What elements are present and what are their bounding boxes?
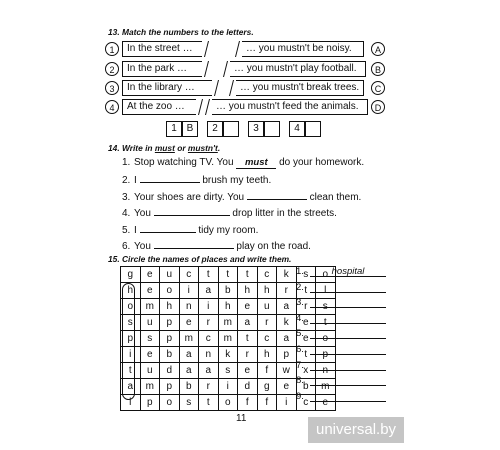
answer-line (296, 391, 386, 402)
answer-line (296, 266, 386, 277)
grid-cell[interactable]: t (199, 267, 219, 283)
grid-cell[interactable]: c (179, 267, 199, 283)
grid-cell[interactable]: b (160, 347, 180, 363)
grid-cell[interactable]: o (316, 331, 336, 347)
answer-field[interactable] (310, 282, 386, 293)
title-part: or (174, 143, 188, 153)
grid-cell[interactable]: s (316, 299, 336, 315)
grid-cell[interactable]: e (296, 331, 316, 347)
sentence-before: Stop watching TV. You (134, 157, 237, 168)
sentence-after: clean them. (306, 191, 362, 203)
sentence-row (122, 173, 271, 186)
sentence-after: tidy my room. (195, 224, 259, 236)
number-circle: 2 (105, 62, 119, 76)
phrase-tag-right[interactable]: … you mustn't play football. (230, 61, 366, 77)
sentence-number: 2. (122, 175, 131, 187)
sentence-row (122, 223, 258, 236)
grid-cell[interactable]: c (257, 331, 277, 347)
answer-field[interactable] (310, 328, 386, 339)
hospital-circle-mark (122, 283, 135, 400)
sentence-number: 3. (122, 191, 131, 203)
sentence-number: 4. (122, 208, 131, 220)
number-circle: 4 (105, 100, 119, 114)
grid-cell[interactable]: s (179, 395, 199, 411)
grid-cell[interactable]: i (277, 395, 297, 411)
grid-cell[interactable]: k (277, 315, 297, 331)
grid-cell[interactable]: i (199, 299, 219, 315)
answer-field[interactable] (310, 375, 386, 386)
sentence-row (122, 157, 364, 169)
sentence-before: You (134, 208, 154, 220)
grid-cell[interactable]: a (179, 363, 199, 379)
letter-circle: D (371, 100, 385, 114)
answer-field[interactable] (310, 344, 386, 355)
number-circle: 3 (105, 81, 119, 95)
answer-letter-cell[interactable] (223, 121, 239, 137)
grid-cell[interactable]: p (277, 347, 297, 363)
answer-number: 7. (296, 359, 304, 371)
answer-line (296, 360, 386, 371)
grid-cell[interactable]: e (277, 379, 297, 395)
answer-field[interactable] (310, 360, 386, 371)
grid-cell[interactable]: t (296, 283, 316, 299)
grid-cell[interactable]: n (179, 299, 199, 315)
grid-cell[interactable]: f (238, 395, 258, 411)
grid-cell[interactable]: p (316, 347, 336, 363)
grid-cell[interactable]: h (238, 283, 258, 299)
answer-field[interactable] (310, 313, 386, 324)
grid-cell[interactable]: r (199, 379, 219, 395)
grid-cell[interactable]: a (277, 299, 297, 315)
answer-number-cell: 2 (207, 121, 223, 137)
sentence-before: You (134, 241, 154, 252)
answer-line (296, 282, 386, 293)
grid-cell[interactable]: u (160, 267, 180, 283)
grid-cell[interactable]: t (238, 331, 258, 347)
page-number: 11 (236, 413, 247, 424)
sentence-row (122, 239, 311, 252)
answer-number: 6. (296, 344, 304, 355)
letter-circle: B (371, 62, 385, 76)
answer-number: 2. (296, 281, 304, 293)
grid-cell[interactable]: h (121, 283, 141, 299)
grid-cell[interactable]: s (218, 363, 238, 379)
grid-cell[interactable]: r (199, 315, 219, 331)
grid-cell[interactable]: k (218, 347, 238, 363)
answer-filled[interactable]: must (236, 157, 276, 169)
grid-cell[interactable]: f (257, 395, 277, 411)
answer-letter-cell[interactable] (305, 121, 321, 137)
grid-cell[interactable]: h (160, 299, 180, 315)
grid-cell[interactable]: d (160, 363, 180, 379)
grid-cell[interactable]: u (257, 299, 277, 315)
grid-cell[interactable]: s (121, 315, 141, 331)
grid-cell[interactable]: m (218, 315, 238, 331)
grid-cell[interactable]: p (140, 395, 160, 411)
grid-cell[interactable]: o (218, 395, 238, 411)
grid-cell[interactable]: m (316, 379, 336, 395)
grid-cell[interactable]: n (316, 363, 336, 379)
grid-cell[interactable]: m (140, 299, 160, 315)
grid-cell[interactable]: h (218, 299, 238, 315)
sentence-row (122, 206, 337, 219)
grid-cell[interactable]: o (160, 395, 180, 411)
grid-cell[interactable]: n (199, 347, 219, 363)
sentence-number: 1. (122, 157, 131, 168)
grid-cell[interactable]: e (179, 315, 199, 331)
answer-number: 9. (296, 390, 304, 402)
answer-number: 1. (296, 266, 304, 277)
phrase-tag-left[interactable]: In the street … (122, 41, 202, 57)
answer-number: 4. (296, 312, 304, 324)
grid-cell[interactable]: t (121, 363, 141, 379)
title-must: must (154, 143, 175, 153)
answer-letter-cell[interactable]: B (182, 121, 198, 137)
letter-circle: C (371, 81, 385, 95)
grid-cell[interactable]: t (199, 395, 219, 411)
grid-cell[interactable]: r (257, 315, 277, 331)
title-part: . (217, 143, 221, 153)
answer-blank[interactable] (154, 239, 234, 249)
grid-cell[interactable]: k (277, 267, 297, 283)
grid-cell[interactable]: e (238, 363, 258, 379)
sentence-after: do your homework. (276, 157, 365, 168)
grid-cell[interactable]: s (296, 267, 316, 283)
grid-cell[interactable]: i (218, 379, 238, 395)
grid-cell[interactable]: e (140, 283, 160, 299)
grid-cell[interactable]: t (218, 267, 238, 283)
phrase-tag-left[interactable]: At the zoo … (122, 99, 196, 115)
grid-cell[interactable]: x (296, 363, 316, 379)
sentence-before: I (134, 175, 140, 187)
grid-cell[interactable]: t (238, 267, 258, 283)
answer-number-cell: 1 (166, 121, 182, 137)
grid-cell[interactable]: i (179, 283, 199, 299)
grid-cell[interactable]: r (238, 347, 258, 363)
grid-cell[interactable]: c (296, 395, 316, 411)
letter-circle: A (371, 42, 385, 56)
grid-cell[interactable]: m (179, 331, 199, 347)
sentence-number: 6. (122, 241, 131, 252)
answer-line (296, 313, 386, 324)
phrase-tag-right[interactable]: … you mustn't be noisy. (242, 41, 364, 57)
grid-cell[interactable]: p (160, 379, 180, 395)
grid-cell[interactable]: w (277, 363, 297, 379)
sentence-after: drop litter in the streets. (229, 208, 337, 220)
grid-cell[interactable]: f (257, 363, 277, 379)
grid-cell[interactable]: i (121, 347, 141, 363)
grid-cell[interactable]: t (316, 315, 336, 331)
grid-cell[interactable]: r (277, 283, 297, 299)
phrase-tag-left[interactable]: In the library … (122, 80, 212, 96)
grid-cell[interactable]: a (121, 379, 141, 395)
exercise-15-title: 15. Circle the names of places and write them. (108, 254, 292, 264)
grid-cell[interactable]: p (121, 331, 141, 347)
grid-cell[interactable]: e (316, 395, 336, 411)
grid-cell[interactable]: o (121, 299, 141, 315)
grid-cell[interactable]: a (277, 331, 297, 347)
grid-cell[interactable]: h (257, 283, 277, 299)
grid-cell[interactable]: e (140, 267, 160, 283)
answer-field[interactable] (310, 266, 386, 277)
grid-cell[interactable]: b (218, 283, 238, 299)
answer-blank[interactable] (154, 206, 230, 216)
grid-cell[interactable]: d (238, 379, 258, 395)
grid-cell[interactable]: g (257, 379, 277, 395)
sentence-before: Your shoes are dirty. You (134, 191, 247, 203)
answer-letter-cell[interactable] (264, 121, 280, 137)
answer-field[interactable] (310, 391, 386, 402)
grid-cell[interactable]: r (296, 299, 316, 315)
grid-cell[interactable]: a (199, 363, 219, 379)
phrase-tag-left[interactable]: In the park … (122, 61, 202, 77)
watermark: universal.by (308, 417, 404, 443)
sentence-after: play on the road. (233, 241, 311, 252)
answer-line (296, 344, 386, 355)
grid-cell[interactable]: s (140, 331, 160, 347)
number-circle: 1 (105, 42, 119, 56)
grid-cell[interactable]: o (160, 283, 180, 299)
answer-number: 8. (296, 375, 304, 387)
grid-cell[interactable]: e (296, 315, 316, 331)
sentence-row (122, 190, 361, 203)
answer-number-cell: 3 (248, 121, 264, 137)
grid-cell[interactable]: l (316, 283, 336, 299)
exercise-13-title: 13. Match the numbers to the letters. (108, 27, 254, 37)
grid-cell[interactable]: t (296, 347, 316, 363)
answer-line (296, 297, 386, 308)
grid-cell[interactable]: g (121, 267, 141, 283)
grid-cell[interactable]: u (140, 315, 160, 331)
phrase-tag-right[interactable]: … you mustn't feed the animals. (212, 99, 368, 115)
grid-cell[interactable]: m (140, 379, 160, 395)
answer-field[interactable] (310, 297, 386, 308)
grid-cell[interactable]: u (140, 363, 160, 379)
grid-cell[interactable]: m (218, 331, 238, 347)
title-part: 14. Write in (108, 143, 155, 153)
grid-cell[interactable]: b (296, 379, 316, 395)
sentence-before: I (134, 224, 140, 236)
grid-cell[interactable]: h (257, 347, 277, 363)
grid-cell[interactable]: a (238, 315, 258, 331)
grid-cell[interactable]: e (140, 347, 160, 363)
grid-cell[interactable]: l (121, 395, 141, 411)
grid-cell[interactable]: e (238, 299, 258, 315)
grid-cell[interactable]: b (179, 379, 199, 395)
title-mustnt: mustn't (187, 143, 218, 153)
grid-cell[interactable]: p (160, 331, 180, 347)
grid-cell[interactable]: c (257, 267, 277, 283)
answer-blank[interactable] (140, 173, 200, 183)
grid-cell[interactable]: o (316, 267, 336, 283)
grid-cell[interactable]: p (160, 315, 180, 331)
answer-blank[interactable] (140, 223, 196, 233)
answer-word: hospital (331, 266, 365, 277)
answer-line (296, 375, 386, 386)
sentence-number: 5. (122, 224, 131, 236)
sentence-after: brush my teeth. (199, 175, 272, 187)
answer-blank[interactable] (247, 190, 307, 200)
grid-cell[interactable]: c (199, 331, 219, 347)
answer-number-cell: 4 (289, 121, 305, 137)
answer-line (296, 328, 386, 339)
grid-cell[interactable]: a (199, 283, 219, 299)
answer-number: 5. (296, 328, 304, 340)
grid-cell[interactable]: a (179, 347, 199, 363)
exercise-14-title (108, 143, 220, 153)
phrase-tag-right[interactable]: … you mustn't break trees. (236, 80, 364, 96)
answer-number: 3. (296, 297, 304, 309)
